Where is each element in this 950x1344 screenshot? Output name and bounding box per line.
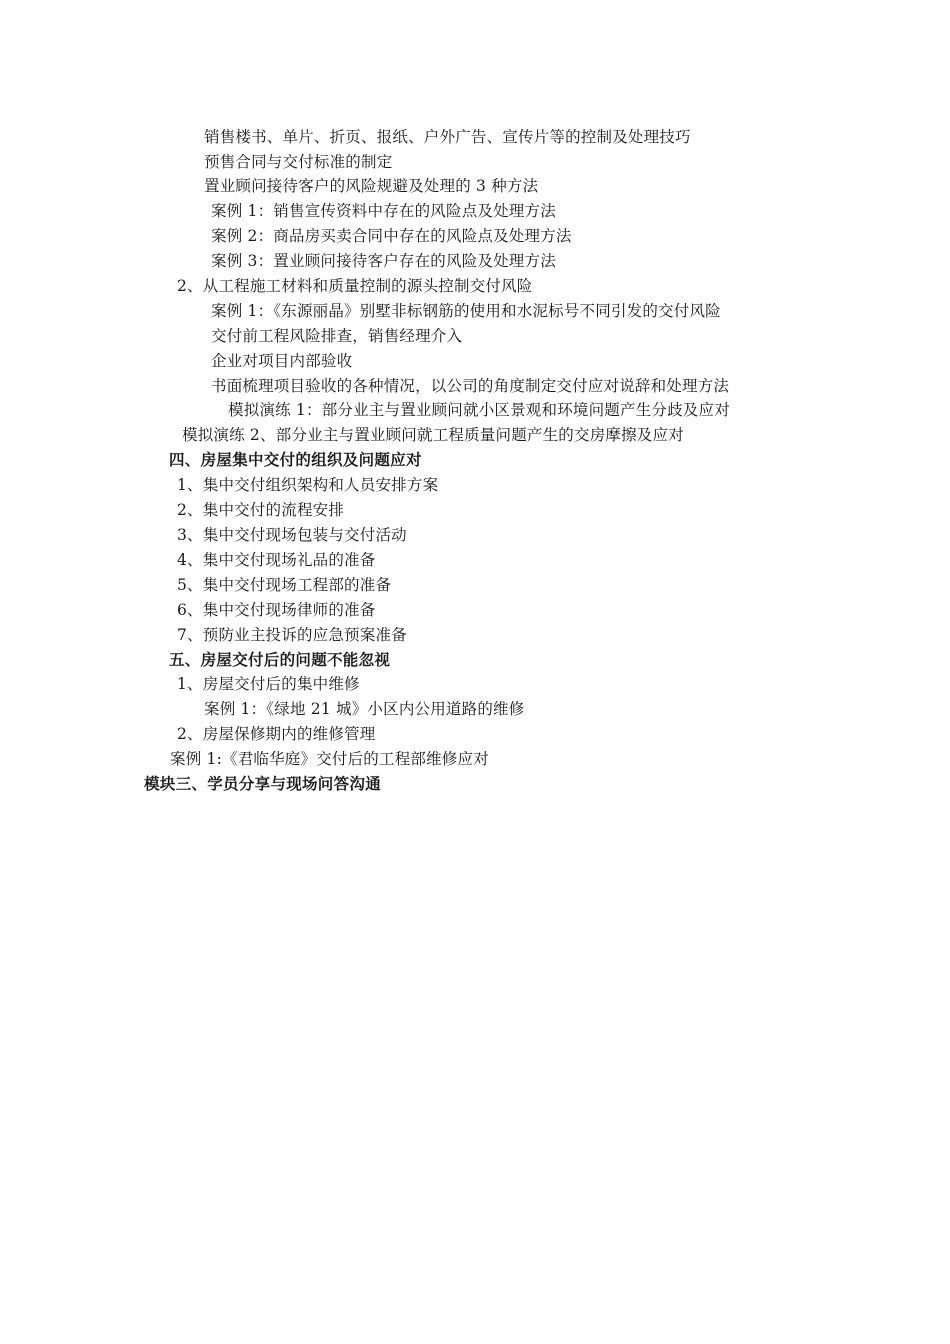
text-line-1: 销售楼书、单片、折页、报纸、户外广告、宣传片等的控制及处理技巧 [204, 128, 691, 146]
text-line-2: 预售合同与交付标准的制定 [204, 153, 393, 171]
text-line-13: 模拟演练 2、部分业主与置业顾问就工程质量问题产生的交房摩擦及应对 [182, 426, 684, 444]
text-line-5: 案例 2：商品房买卖合同中存在的风险点及处理方法 [211, 227, 572, 245]
text-line-7: 2、从工程施工材料和质量控制的源头控制交付风险 [177, 277, 533, 295]
text-line-20: 6、集中交付现场律师的准备 [177, 601, 376, 619]
text-line-8: 案例 1：《东源丽晶》别墅非标钢筋的使用和水泥标号不同引发的交付风险 [211, 302, 721, 320]
text-line-3: 置业顾问接待客户的风险规避及处理的 3 种方法 [204, 177, 539, 195]
text-line-16: 2、集中交付的流程安排 [177, 501, 345, 519]
text-line-9: 交付前工程风险排查，销售经理介入 [211, 327, 463, 345]
text-line-21: 7、预防业主投诉的应急预案准备 [177, 626, 407, 644]
section-heading-4: 四、房屋集中交付的组织及问题应对 [169, 451, 422, 469]
text-line-6: 案例 3：置业顾问接待客户存在的风险及处理方法 [211, 252, 556, 270]
text-line-10: 企业对项目内部验收 [211, 352, 353, 370]
text-line-24: 案例 1：《绿地 21 城》小区内公用道路的维修 [204, 700, 525, 718]
text-line-4: 案例 1：销售宣传资料中存在的风险点及处理方法 [211, 202, 556, 220]
text-line-17: 3、集中交付现场包装与交付活动 [177, 526, 407, 544]
text-line-18: 4、集中交付现场礼品的准备 [177, 551, 376, 569]
section-heading-5: 五、房屋交付后的问题不能忽视 [169, 651, 391, 669]
module-heading-3: 模块三、学员分享与现场问答沟通 [144, 775, 382, 793]
text-line-11: 书面梳理项目验收的各种情况，以公司的角度制定交付应对说辞和处理方法 [211, 377, 730, 395]
text-line-23: 1、房屋交付后的集中维修 [177, 675, 360, 693]
text-line-26: 案例 1:《君临华庭》交付后的工程部维修应对 [170, 750, 489, 768]
text-line-19: 5、集中交付现场工程部的准备 [177, 576, 392, 594]
text-line-15: 1、集中交付组织架构和人员安排方案 [177, 476, 439, 494]
text-line-25: 2、房屋保修期内的维修管理 [177, 725, 376, 743]
text-line-12: 模拟演练 1：部分业主与置业顾问就小区景观和环境问题产生分歧及应对 [228, 401, 730, 419]
